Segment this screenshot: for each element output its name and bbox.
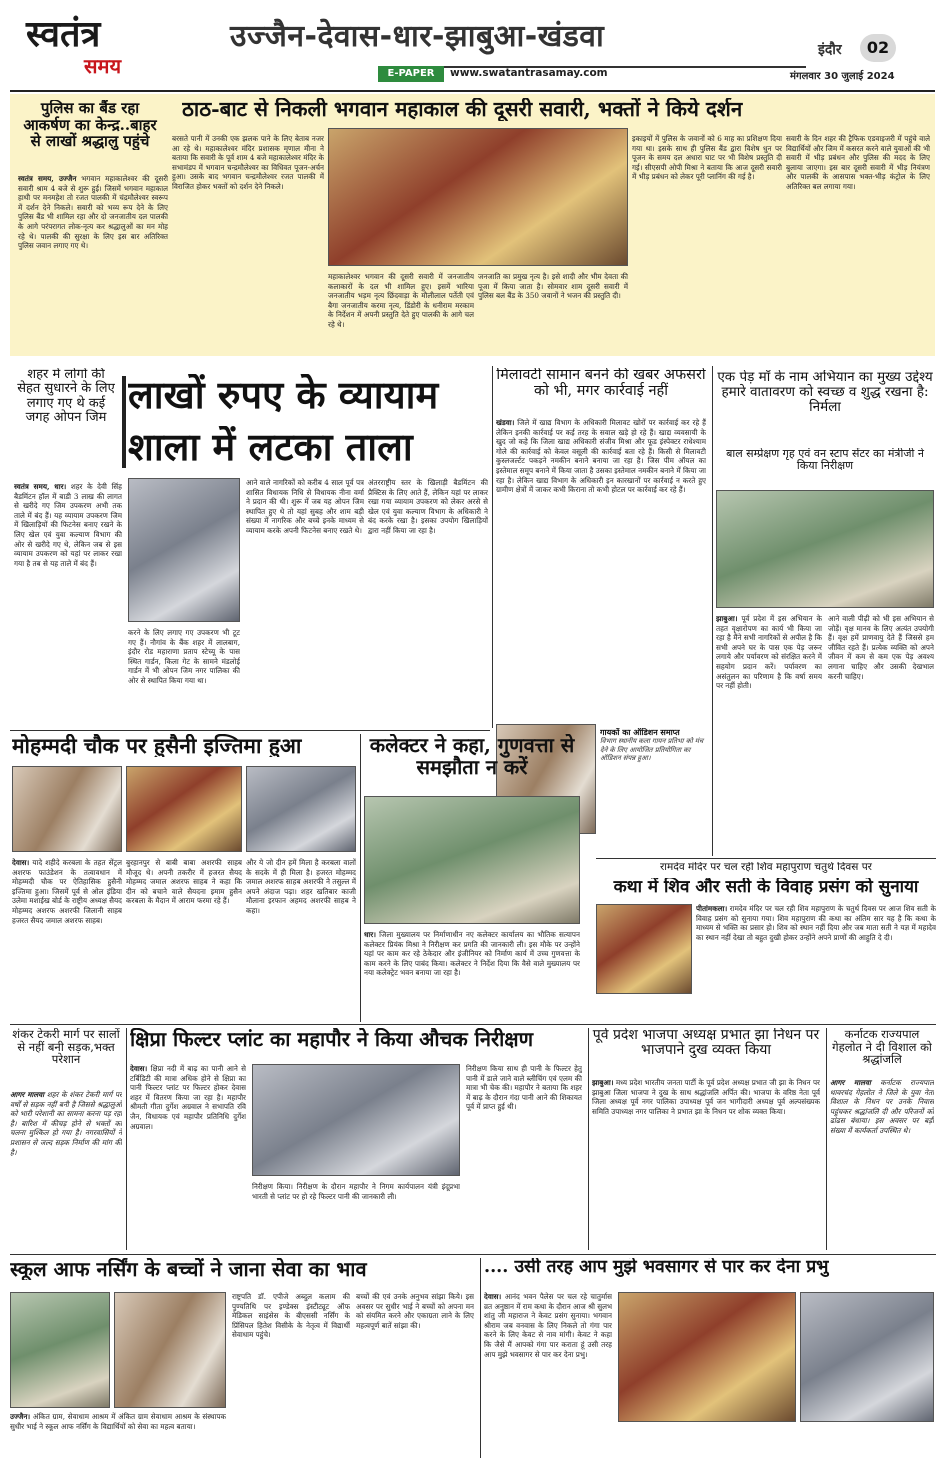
- edition-title: उज्जैन-देवास-धार-झाबुआ-खंडवा: [230, 19, 605, 54]
- kshipra-headline: क्षिप्रा फिल्टर प्लांट का महापौर ने किया औचक निरीक्षण: [130, 1028, 534, 1050]
- bjp-dateline: झाबुआ।: [592, 1078, 614, 1087]
- gym-side-headline: शहर में लोगों की सेहत सुधारने के लिए लगाए गए थे कई जगह ओपन जिम: [17, 368, 115, 425]
- karnataka-text: कर्नाटक राज्यपाल थावरचंद गेहलोत ने जिले के युवा नेता विशाल के निधन पर उनके निवास पहुंचकर श्रद्धांजलि दी और परिजनों को ढांढस बंधाया। इस अवसर पर बड़ी संख्या में कार्यकर्ता उपस्थित थे।: [830, 1078, 934, 1135]
- mohammadi-col-2: बुरहानपुर से बाबी बाबा अशरफी साहब मौजूद थे। अपनी तकरीर में हजरत सैयद मोहम्मद जमाल अशरफ साहब ने कहा कि दीन को बचाने वाले सैयदना इमाम हुसैन करबला के मैदान में आराम फरमा रहे हैं।: [126, 858, 242, 906]
- lead-col-1-text: भगवान महाकालेश्वर की दूसरी सवारी श्राम 4 बजे से शुरू हुई। जिसमें भगवान महाकाल हाथी पर मनमहेश तो रजत पालकी में चंद्रमौलेश्वर स्वरूप में दर्शन देने निकले। सवारी को भव्य रूप देने के लिए पुलिस बैंड भी शामिल रहा और दो जनजातीय दल पालकी के आगे परंपरागत लोक-नृत्य कर श्रद्धालुओं का मन मोह रहे थे। पालकी की सुरक्षा के लिए इस बार अतिरिक्त पुलिस जवान लगाए गए थे।: [18, 174, 168, 251]
- nursing-photo-2: [114, 1292, 226, 1408]
- nursing-story: [10, 1258, 476, 1458]
- audition-caption-title: गायकों का ऑडिशन समाप्त: [600, 728, 680, 737]
- masthead: [0, 0, 945, 92]
- nursing-headline: स्कूल आफ नर्सिंग के बच्चों ने जाना सेवा का भाव: [10, 1258, 367, 1280]
- collector-text: जिला मुख्यालय पर निर्माणाधीन नए कलेक्टर कार्यालय का भौतिक सत्यापन कलेक्टर प्रियंक मिश्रा ने निरीक्षण कर प्रगति की जानकारी ली। इस मौके पर उन्होंने यहां पर काम कर रहे ठेकेदार और इंजीनियर को निर्माण कार्य में उच्च गुणवत्ता के काम करने के लिए पाबंद किया। कलेक्टर ने निर्देश दिया कि वैसे वाले मुख्यालय पर नया कलेक्ट्रेट भवन बनाया जा रहा है।: [364, 930, 580, 978]
- bjp-body: [592, 1078, 820, 1248]
- website-link[interactable]: www.swatantrasamay.com: [450, 67, 608, 79]
- nursing-col-1: [10, 1412, 226, 1456]
- gym-headline-line-1: लाखों रुपए के व्यायाम: [128, 374, 439, 416]
- divider-gym-mohammadi: [10, 730, 490, 731]
- lead-col-3: महाकालेश्वर भगवान की दूसरी सवारी में जनजातीय कलाकारों के दल भी शामिल हुए। इसमें भारिया जनजातीय भड़म नृत्य छिंदवाड़ा के मौलीलाल पर्तेती एवं बैगा जनजातीय करमा नृत्य, डिंडोरी के धनीराम मरकाम के निर्देशन में अपनी प्रस्तुति देते हुए पालकी के आगे चल रहे थे।: [328, 272, 474, 329]
- nursing-photo: [10, 1292, 110, 1408]
- mohammadi-photo-1: [12, 766, 122, 852]
- lead-col-4: जनजाति का प्रमुख नृत्य है। इसे शादी और भीम देवता की पूजा में किया जाता है। सोमवार शाम दूसरी सवारी में पुलिस बल बैंड के 350 जवानों ने भजन की प्रस्तुति दी।: [478, 272, 628, 301]
- tree-photo: [716, 490, 934, 608]
- mohammadi-col-1: [12, 858, 122, 1020]
- gym-col-4: अंतरराष्ट्रीय स्तर के खिलाड़ी बैडमिंटन की प्रैक्टिस के लिए आते हैं, लेकिन यहां पर लाकर रखा गया व्यायाम उपकरण को लेकर अरसे से खेल एवं युवा कल्याण विभाग के अधिकारी ने बंद करके रखा है। इसका उपयोग खिलाड़ियों द्वारा नहीं किया जा रहा है।: [368, 478, 488, 535]
- page-number: 02: [860, 34, 896, 62]
- lead-side-headline: पुलिस का बैंड रहा आकर्षण का केन्द्र..बाहर से लाखों श्रद्धालु पहुंचे: [23, 100, 157, 150]
- gym-dateline: स्वतंत्र समय, धार।: [14, 482, 67, 491]
- tree-col-2: आने वाली पीढ़ी को भी इस अभियान से जोड़ें। वृक्ष मानव के लिए अत्यंत उपयोगी हैं। वृक्ष हमें प्राणवायु देते हैं जिससे हम जीवित रहते हैं। प्रत्येक व्यक्ति को अपने जीवन में कम से कम एक पेड़ अवश्य लगाना चाहिए और उसकी देखभाल करनी चाहिए।: [828, 614, 934, 681]
- tree-col-1-text: पूर्व प्रदेश में इस अभियान के तहत वृक्षारोपण का कार्य भी किया जा रहा है मैंने सभी नागरिकों से अपील है कि सभी अपने घर के पास एक पेड़ जरूर लगाये और पर्यावरण को संरक्षित करने में सहयोग प्रदान करें। पर्यावरण का असंतुलन का परिणाम है कि वर्षा समय पर नहीं होती।: [716, 614, 822, 691]
- shankar-body: [10, 1090, 122, 1248]
- ramdev-dateline: पीतांमकला।: [696, 904, 728, 913]
- mohammadi-col-3: और ये जो दीन हमें मिला है करबला वालों के सदके में ही मिला है। हजरत मोहम्मद जमाल अशरफ साहब अशरफी ने तसुल्ल में अपने अंदाज पढ़ा। शहर खतिबार काजी मौलाना इरफान अहमद अशरफी साहब ने कहा।: [246, 858, 356, 915]
- adulteration-body: [496, 418, 706, 718]
- tree-story: [716, 366, 936, 856]
- karnataka-story: [830, 1028, 936, 1250]
- mohammadi-photo-2: [126, 766, 242, 852]
- lead-col-5: इकाइयों में पुलिस के जवानों को 6 माह का प्रशिक्षण दिया गया था। इसके साथ ही पुलिस बैंड द्वारा विशेष धुन पर पूजन के समय दल अधारा घाट पर भी विशेष प्रस्तुति दी गई। सीएसपी ओपी मिश्रा ने बताया कि आज दूसरी सवारी में भीड़ प्रबंधन को लेकर पूरी प्लानिंग की गई है।: [632, 134, 782, 182]
- divider-gym-adulteration: [492, 366, 493, 728]
- bhavsagar-story: [484, 1258, 936, 1458]
- gym-headline-bar: [122, 376, 126, 468]
- mohammadi-story: [10, 734, 358, 1022]
- shankar-text: शहर के शंकर टेकरी मार्ग पर वर्षों से सड़क नहीं बनी है जिससे श्रद्धालुओं को भारी परेशानी का सामना करना पड़ रहा है। बारिश में कीचड़ होने से भक्तों का चलना मुश्किल हो गया है। नगरवासियों ने प्रशासन से जल्द सड़क निर्माण की मांग की है।: [10, 1090, 122, 1157]
- kshipra-col-1: [130, 1064, 246, 1248]
- adulteration-text: जिले में खाद्य विभाग के अधिकारी मिलावट खोरों पर कार्रवाई कर रहे हैं लेकिन इनकी कार्रवाई पर कई तरह के सवाल खड़े हो रहे हैं। खाद्य व्यवसायी के खुद जो कहे कि जिला खाद्य अधिकारी संजीव मिश्रा और फूड इंस्पेक्टर राधेश्याम गोले की कार्रवाई को केवल वसूली की कार्रवाई बता रहे हैं। किसी से मिलावटी कुस्लजर्ल्टट पकड़ने नमकीन बनाने बनाया जा रहा है। जिस पीम ऑयल का इस्तेमाल समूप बनाने में किया जाता है उसका इस्तेमाल नमकीन बनाने में किया जा रहा है। लेकिन खाद्य विभाग के अधिकारी इन कारखानों पर कार्रवाई न करते हुए ग्रामीण क्षेत्रों में जाकर कभी किराना तो कभी होटल पर कार्रवाई कर रहे हैं।: [496, 418, 706, 495]
- kshipra-col-3: निरीक्षण किया। निरीक्षण के दौरान महापौर ने निगम कार्यपालन यंत्री इंदूप्रभा भारती से प्लांट पर हो रहे फिल्टर पानी की जानकारी ली।: [252, 1182, 460, 1201]
- lead-col-6: सवारी के दिन शहर की ट्रैफिक एडवाइजरी में पहुंचे वाले विद्यार्थियों और जिम में कसरत करने वाले युवाओं की भी सवारी में भीड़ प्रबंधन और पुलिस की मदद के लिए बुलाया जाएगा। इस बार दूसरी सवारी में भीड़ नियंत्रण और पालकी के आसपास भक्त-भीड़ कंट्रोल के लिए अतिरिक्त बल लगाया गया।: [786, 134, 930, 191]
- audition-caption-text: विभाग स्थानीय कला गायन प्रतिभा को मंच देने के लिए आयोजित प्रतियोगिता का ऑडिशन संपन्न हुआ।: [600, 736, 704, 763]
- bhavsagar-text: आनंद भवन पैलेस पर चल रहे चातुर्मास व्रत अनुष्ठान में राम कथा के दौरान आज श्री सुलभ शांतु जी महाराज ने केवट प्रसंग सुनाया। भगवान श्रीराम जब वनवास के लिए निकले तो गंगा पार करने के लिए केवट से नाव मांगी। केवट ने कहा कि जैसे मैं आपको गंगा पार कराता हूं उसी तरह आप मुझे भवसागर से पार कर देना प्रभु।: [484, 1292, 612, 1359]
- collector-body: [364, 930, 580, 1020]
- nursing-col-1-text: अंकित ग्राम, सेवाधाम आश्रम में अंकित ग्राम सेवाधाम आश्रम के संस्थापक सुधीर भाई ने स्कूल आफ नर्सिंग के विद्यार्थियों को सेवा का महत्व बताया।: [10, 1412, 226, 1431]
- issue-date: मंगलवार 30 जुलाई 2024: [790, 71, 895, 82]
- ramdev-photo: [596, 904, 692, 994]
- gym-col-3: आने वाले नागरिकों को करीब 4 साल पूर्व पत्र शासित विधायक निधि से विधायक नीना वर्मा ने प्रदान की थी। शुरू में जब यह ओपन जिम स्थापित हुए थे तो यहां सुबह और शाम बड़ी संख्या में नागरिक और बच्चे इनके माध्यम से व्यायाम करके अपनी फिटनेस बनाए रखते थे।: [246, 478, 364, 535]
- shankar-headline: शंकर टेकरी मार्ग पर सालों से नहीं बनी सड़क,भक्त परेशान: [12, 1028, 120, 1066]
- divider-adulteration-tree: [712, 366, 713, 856]
- divider-nursing-bhavsagar: [480, 1258, 481, 1458]
- gym-photo: [128, 478, 240, 622]
- audition-caption-box: [600, 728, 706, 834]
- collector-photo: [364, 796, 580, 924]
- lead-headline: ठाठ-बाट से निकली भगवान महाकाल की दूसरी सवारी, भक्तों ने किये दर्शन: [182, 98, 743, 121]
- tree-col-1: [716, 614, 822, 850]
- divider-bjp-karnataka: [826, 1028, 827, 1250]
- bjp-text: मध्य प्रदेश भारतीय जनता पार्टी के पूर्व प्रदेश अध्यक्ष प्रभात जी झा के निधन पर झाबुआ जिला भाजपा ने दुख के साथ श्रद्धांजलि अर्पित की। भाजपा के वरिष्ठ नेता पूर्व जिला अध्यक्ष पूर्व नगर पालिका उपाध्यक्ष पूर्व जन भागीदारी अध्यक्ष पूर्व अल्पसंख्यक समिति उपाध्यक्ष नगर पालिका ने प्रभात झा के निधन पर शोक व्यक्त किया।: [592, 1078, 820, 1116]
- lead-dateline: स्वतंत्र समय, उज्जैन: [18, 174, 77, 183]
- divider-row-4: [10, 1024, 936, 1025]
- epaper-label: E-PAPER: [378, 66, 444, 82]
- kshipra-col-1-text: क्षिप्रा नदी में बाढ़ का पानी आने से टर्बिडिटी की मात्रा अधिक होने से क्षिप्रा का पानी फिल्टर प्लांट पर फिल्टर होकर देवास शहर में वितरण किया जा रहा है। महापौर श्रीमती गीता दुर्गेश अग्रवाल ने सभापति रवि जैन, विधायक एवं महापौर प्रतिनिधि दुर्गेश अग्रवाल।: [130, 1064, 246, 1131]
- lead-col-2: बरसते पानी में उनकी एक झलक पाने के लिए बेताब नजर आ रहे थे। महाकालेश्वर मंदिर प्रशासक मृणाल मीना ने बताया कि सवारी के पूर्व शाम 4 बजे महाकालेश्वर मंदिर के सभामंडप में भगवान चन्द्रमौलेश्वर का विधिवत पूजन-अर्चन हुआ। उसके बाद भगवान चन्द्रमौलेश्वर रजत पालकी में विराजित होकर भक्तों को दर्शन देने निकले।: [172, 134, 324, 191]
- divider-row-5: [10, 1254, 936, 1255]
- masthead-divider: [10, 90, 935, 92]
- gym-col-1-text: शहर के देवी सिंह बैडमिंटन हॉल में बाडी 3 लाख की लागत से खरीदे गए जिम उपकरण अभी तक ताले में बंद हैं। यह व्यायाम उपकरण जिम में खिलाड़ियों की फिटनेस बनाए रखने के लिए खेल एवं युवा कल्याण विभाग की ओर से खरीदे गए थे, लेकिन जब से इस व्यायाम उपकरण को यहां पर लाकर रखा गया है तब से यह ताले में बंद हैं।: [14, 482, 122, 568]
- nursing-dateline: उज्जैन।: [10, 1412, 31, 1421]
- tree-dateline: झाबुआ।: [716, 614, 738, 623]
- shankar-dateline: आगर मालवा: [10, 1090, 45, 1099]
- lead-photo: [328, 128, 628, 266]
- logo-bottom-text: समय: [84, 54, 122, 78]
- ramdev-kicker: रामदेव मंदिर पर चल रही शिव महापुराण चतुर्थ दिवस पर: [660, 862, 872, 873]
- collector-story: [364, 734, 582, 1022]
- adulteration-dateline: खंडवा।: [496, 418, 515, 427]
- divider-mohammadi-collector: [360, 734, 361, 1022]
- karnataka-headline: कर्नाटक राज्यपाल गेहलोत ने दी विशाल को श्रद्धांजलि: [832, 1028, 932, 1066]
- kshipra-photo: [252, 1064, 460, 1176]
- adulteration-headline: मिलावटी सामान बनने की खबर अफसरों को भी, मगर कार्रवाई नहीं: [496, 368, 706, 399]
- kshipra-dateline: देवास।: [130, 1064, 148, 1073]
- shankar-story: [10, 1028, 124, 1250]
- gym-col-2: करने के लिए लगाए गए उपकरण भी टूट गए हैं। नौगांव के बैंक शहर में लालबाग, इंदौर रोड महाराणा प्रताप स्टेच्यू के पास स्थित गार्डन, किला गेट के सामने मंडलोई गार्डन में भी ओपन जिम नगर पालिका की ओर से स्थापित किया गया था।: [128, 628, 240, 685]
- gym-story: [10, 366, 490, 728]
- bhavsagar-photo-2: [800, 1292, 934, 1422]
- nursing-col-3: बच्चों की एवं उनके अनुभव सांझा किये। इस अवसर पर सुधीर भाई ने बच्चों को अपना मन को संयमित करने और एकाग्रता लाने के लिए महत्वपूर्ण बातें सांझा की।: [356, 1292, 474, 1330]
- karnataka-body: [830, 1078, 934, 1248]
- collector-headline: कलेक्टर ने कहा, गुणवत्ता से समझौता न करें: [369, 734, 575, 778]
- collector-dateline: धार।: [364, 930, 376, 939]
- kshipra-col-2: निरीक्षण किया साथ ही पानी के फिल्टर हेतु पानी में डाले जाने वाले ब्लीचिंग एवं एलम की मात्रा भी चेक की। महापौर ने बताया कि शहर में बाढ़ के दौरान गंदा पानी आने की शिकायत पूर्व में प्राप्त हुई थी।: [466, 1064, 582, 1112]
- bhavsagar-dateline: देवास।: [484, 1292, 502, 1301]
- ramdev-story: [596, 862, 936, 1022]
- mohammadi-headline: मोहम्मदी चौक पर हुसैनी इज्तिमा हुआ: [12, 734, 302, 758]
- logo-top-text: स्वतंत्र: [26, 13, 101, 55]
- logo: [26, 14, 156, 84]
- mohammadi-dateline: देवास।: [12, 858, 30, 867]
- tree-headline: एक पेड़ माँ के नाम अभियान का मुख्य उद्देश्य हमारे वातावरण को स्वच्छ व शुद्ध रखना है: निर्मला: [717, 370, 933, 415]
- lead-story: [10, 94, 935, 356]
- bhavsagar-headline: .... उसी तरह आप मुझे भवसागर से पार कर देना प्रभु: [484, 1258, 829, 1277]
- bjp-story: [592, 1028, 822, 1250]
- gym-headline-line-2: शाला में लटका ताला: [128, 426, 413, 468]
- bjp-headline: पूर्व प्रदेश भाजपा अध्यक्ष प्रभात झा निधन पर भाजपाने दुख व्यक्त किया: [592, 1028, 820, 1059]
- ramdev-text: रामदेव मंदिर पर चल रही शिव महापुराण के चतुर्थ दिवस पर आज शिव सती के विवाह प्रसंग को सुनाया गया। शिव महापुराण की कथा का अंतिम सार यह है कि कथा के माध्यम से भक्ति का प्रसार हो। शिव को स्थान नहीं दिया और जब माता सती ने यज्ञ में महादेव का स्थान नहीं देखा तो बहुत दुखी होकर उन्होंने अपने प्राणों की आहुति दे दी।: [696, 904, 936, 942]
- ramdev-body: [696, 904, 936, 1020]
- mohammadi-col-1-text: यादे शहीदे करबला के तहत सेंट्रल अशरफ फाउंडेशन के तत्वावधान में मोहम्मदी चौक पर ऐतिहासिक हुसैनी इज्तिमा हुआ। जिसमें पूर्व से ओल इंडिया उलेमा मशाईख बोर्ड के राष्ट्रीय अध्यक्ष सैयद मोहम्मद अशरफ अशरफी जिलानी साहब हजरत सैयद जमाल अशरफ साहब।: [12, 858, 122, 925]
- divider-shankar-kshipra: [126, 1028, 127, 1250]
- nursing-col-2: राष्ट्रपति डॉ. एपीजे अब्दुल कलाम की पुण्यतिथि पर इण्डेक्स इंस्टीट्यूट ऑफ मेडिकल साइंसेस के बीएससी नर्सिंग के प्रिंसिपल हितेश विसीके के नेतृत्व में विद्यार्थी सेवाधाम पहुंचे।: [232, 1292, 350, 1340]
- lead-col-1: [18, 174, 168, 350]
- divider-tree-ramdev: [596, 858, 936, 859]
- tree-subhead: बाल सम्प्रेक्षण गृह एवं वन स्टाप सेंटर का मंत्रीजी ने किया निरीक्षण: [726, 448, 924, 473]
- gym-col-1: [14, 482, 122, 726]
- bhavsagar-photo: [618, 1292, 796, 1422]
- karnataka-dateline: आगर मालवा: [830, 1078, 871, 1087]
- bhavsagar-body: [484, 1292, 612, 1456]
- ramdev-headline: कथा में शिव और सती के विवाह प्रसंग को सुनाया: [613, 878, 919, 897]
- mohammadi-photo-3: [246, 766, 356, 852]
- divider-kshipra-bjp: [588, 1028, 589, 1250]
- kshipra-story: [130, 1028, 584, 1250]
- city-label: इंदौर: [818, 42, 842, 58]
